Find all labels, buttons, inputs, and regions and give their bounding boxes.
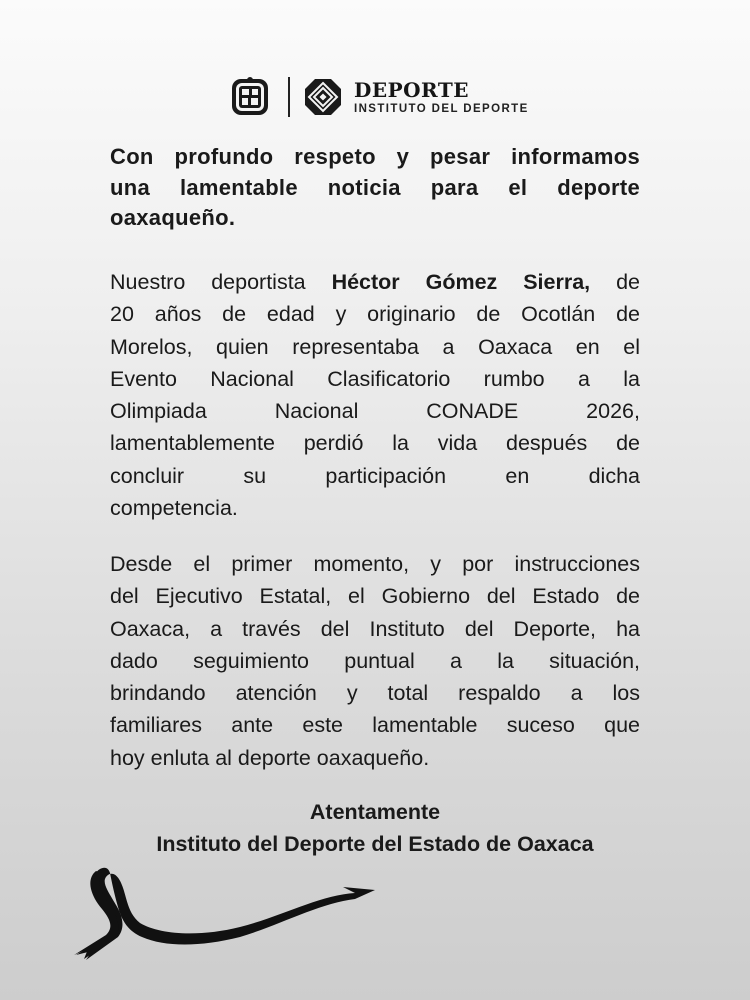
- text-segment: de: [590, 270, 640, 294]
- brand-title: DEPORTE: [354, 78, 469, 102]
- oaxaca-government-seal-icon: [230, 76, 270, 118]
- paragraph-1: [110, 266, 640, 524]
- paragraph-line: Olimpiada Nacional CONADE 2026,: [110, 399, 640, 424]
- paragraph-line: concluir su participación en dicha: [110, 463, 640, 488]
- signature: [0, 796, 750, 860]
- headline-line: una lamentable noticia para el deporte: [110, 174, 640, 200]
- brand-subtitle: INSTITUTO DEL DEPORTE: [354, 103, 529, 115]
- paragraph-line: 20 años de edad y originario de Ocotlán de: [110, 302, 640, 327]
- organization-name: Instituto del Deporte del Estado de Oaxaca: [156, 832, 594, 856]
- paragraph-line: competencia.: [110, 496, 238, 521]
- mourning-ribbon-icon: [70, 855, 385, 960]
- text-segment: Nuestro deportista: [110, 270, 332, 294]
- deporte-logo-icon: [304, 78, 342, 116]
- closing: Atentamente: [309, 800, 441, 824]
- headline: [110, 142, 640, 234]
- paragraph-line: brindando atención y total respaldo a los: [110, 681, 640, 706]
- paragraph-line: [110, 266, 640, 298]
- logo-divider: [288, 77, 290, 117]
- paragraph-line: dado seguimiento puntual a la situación,: [110, 648, 640, 673]
- paragraph-2: [110, 548, 640, 774]
- paragraph-line: hoy enluta al deporte oaxaqueño.: [110, 745, 430, 770]
- paragraph-line: Evento Nacional Clasificatorio rumbo a la: [110, 366, 640, 391]
- headline-line: Con profundo respeto y pesar informamos: [110, 144, 640, 169]
- paragraph-line: Oaxaca, a través del Instituto del Deporte, ha: [110, 616, 640, 641]
- paragraph-line: del Ejecutivo Estatal, el Gobierno del Estado de: [110, 584, 640, 609]
- header-logos: [230, 72, 529, 122]
- paragraph-line: lamentablemente perdió la vida después de: [110, 431, 640, 456]
- paragraph-line: Desde el primer momento, y por instrucciones: [110, 552, 640, 576]
- headline-line: oaxaqueño.: [110, 205, 236, 230]
- paragraph-line: familiares ante este lamentable suceso que: [110, 713, 640, 738]
- athlete-name: Héctor Gómez Sierra,: [331, 270, 591, 294]
- paragraph-line: Morelos, quien representaba a Oaxaca en el: [110, 334, 640, 359]
